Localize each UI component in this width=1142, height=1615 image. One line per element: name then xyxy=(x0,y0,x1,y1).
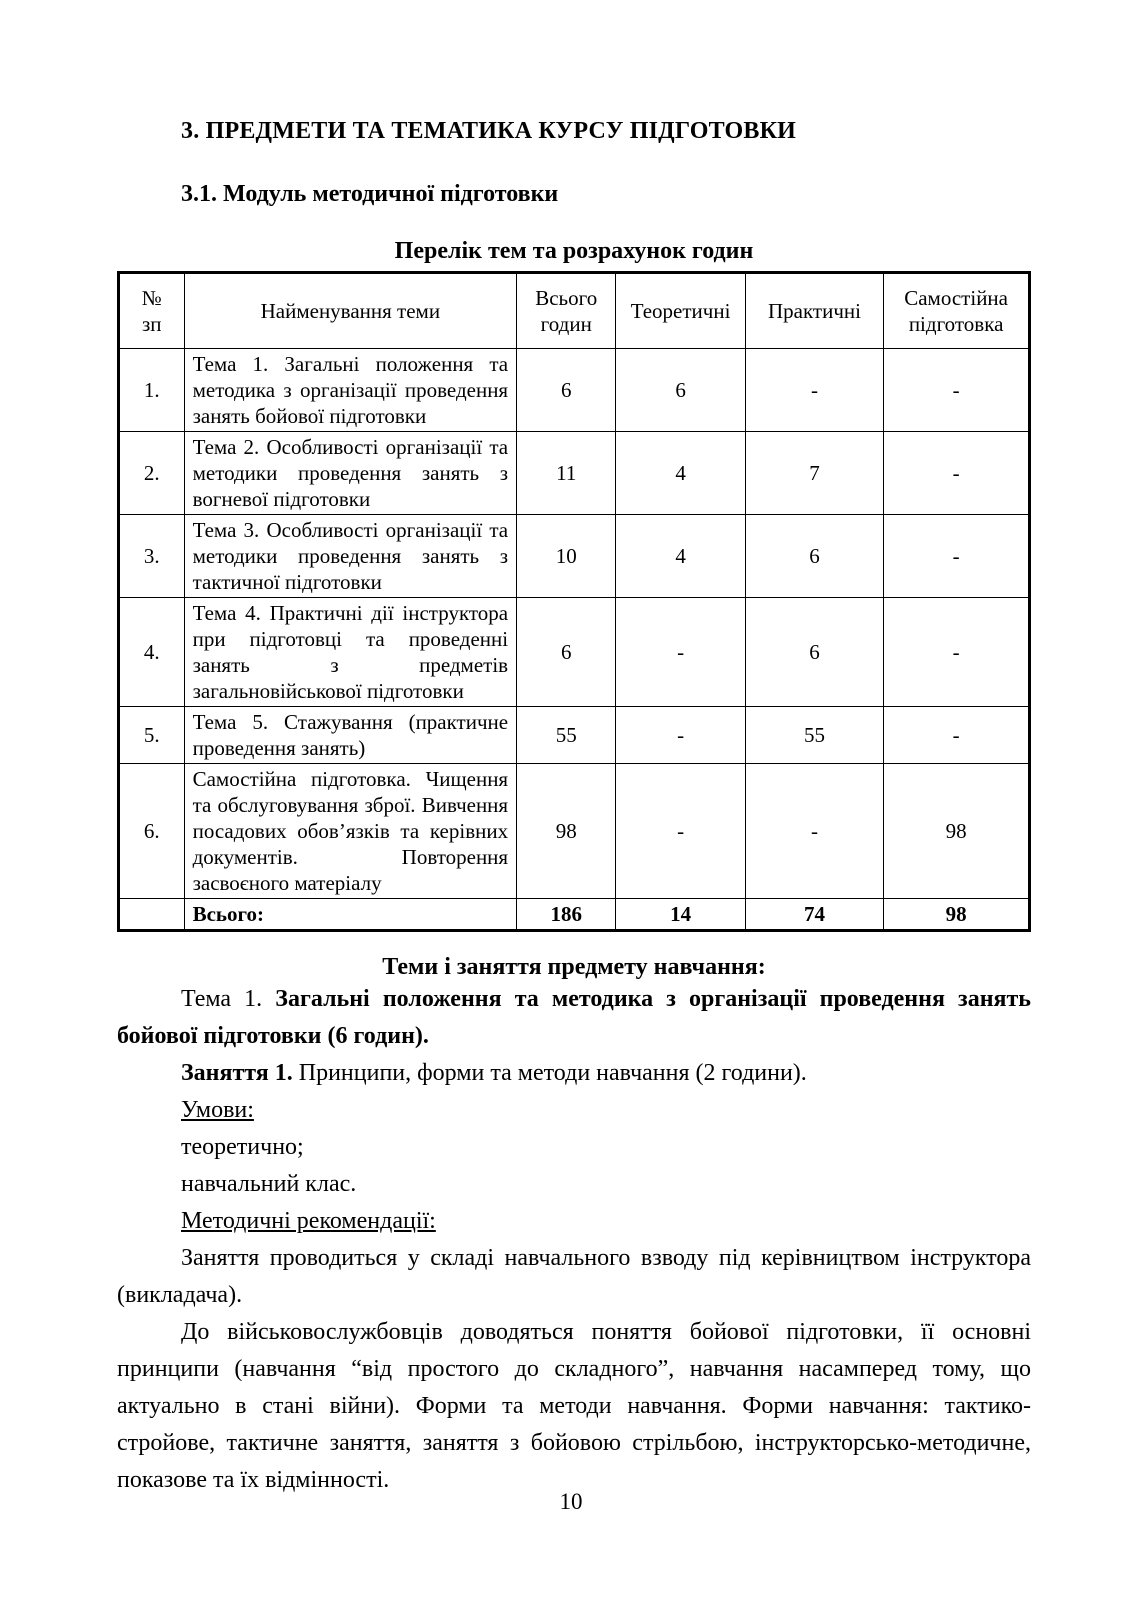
row-self-study: - xyxy=(884,349,1030,432)
table-row xyxy=(119,515,1030,598)
row-practice: 6 xyxy=(745,515,883,598)
row-num: 2. xyxy=(119,432,185,515)
row-self-study: - xyxy=(884,515,1030,598)
tema1-prefix: Тема 1. xyxy=(181,986,276,1012)
row-practice: - xyxy=(745,349,883,432)
row-topic: Тема 3. Особливості організації та методики проведення занять з тактичної підготовки xyxy=(184,515,517,598)
row-total: 6 xyxy=(517,349,616,432)
header-num-line2: зп xyxy=(142,312,162,336)
header-self-study: Самостійна підготовка xyxy=(884,273,1030,349)
row-practice: 6 xyxy=(745,598,883,707)
row-total: 98 xyxy=(517,764,616,899)
row-self-study: - xyxy=(884,598,1030,707)
row-topic: Тема 2. Особливості організації та методики проведення занять з вогневої підготовки xyxy=(184,432,517,515)
table-total-row xyxy=(119,899,1030,931)
row-theory: - xyxy=(616,707,745,764)
chapter-heading: 3. ПРЕДМЕТИ ТА ТЕМАТИКА КУРСУ ПІДГОТОВКИ xyxy=(181,118,797,144)
table-header-row xyxy=(119,273,1030,349)
recommendation-paragraph-1: Заняття проводиться у складі навчального взводу під керівництвом інструктора (викладача). xyxy=(117,1245,1031,1308)
row-theory: 4 xyxy=(616,432,745,515)
lesson-label: Заняття 1. xyxy=(181,1060,293,1086)
conditions-label xyxy=(181,1092,1031,1129)
tema1-title: Загальні положення та методика з організації проведення занять бойової підготовки (6 годин). xyxy=(117,986,1031,1049)
page-number: 10 xyxy=(559,1489,583,1514)
total-theory: 14 xyxy=(616,899,745,931)
row-total: 11 xyxy=(517,432,616,515)
row-theory: 6 xyxy=(616,349,745,432)
row-theory: 4 xyxy=(616,515,745,598)
total-label: Всього: xyxy=(184,899,517,931)
header-num xyxy=(119,273,185,349)
table-row xyxy=(119,707,1030,764)
total-hours: 186 xyxy=(517,899,616,931)
row-total: 6 xyxy=(517,598,616,707)
row-num: 4. xyxy=(119,598,185,707)
condition-item: навчальний клас. xyxy=(181,1171,357,1197)
total-practice: 74 xyxy=(745,899,883,931)
row-num: 1. xyxy=(119,349,185,432)
recommendations-label xyxy=(181,1203,1031,1240)
module-heading: 3.1. Модуль методичної підготовки xyxy=(181,181,559,207)
row-num: 5. xyxy=(119,707,185,764)
row-topic: Самостійна підготовка. Чищення та обслуговування зброї. Вивчення посадових обов’язків та керівних документів. Повторення засвоєного матеріалу xyxy=(184,764,517,899)
conditions-label-text: Умови: xyxy=(181,1097,254,1123)
row-num: 3. xyxy=(119,515,185,598)
row-total: 55 xyxy=(517,707,616,764)
table-row xyxy=(119,764,1030,899)
row-topic: Тема 1. Загальні положення та методика з організації проведення занять бойової підготовки xyxy=(184,349,517,432)
row-practice: - xyxy=(745,764,883,899)
row-self-study: - xyxy=(884,432,1030,515)
table-row xyxy=(119,349,1030,432)
header-topic: Найменування теми xyxy=(184,273,517,349)
section-heading: Теми і заняття предмету навчання: xyxy=(382,954,766,980)
recommendations-label-text: Методичні рекомендації: xyxy=(181,1208,436,1234)
table-row xyxy=(119,432,1030,515)
condition-item: теоретично; xyxy=(181,1134,304,1160)
table-row xyxy=(119,598,1030,707)
recommendation-paragraph-2: До військовослужбовців доводяться поняття бойової підготовки, її основні принципи (навчання “від простого до складного”, навчання насамперед тому, що актуально в стані війни). Форми та методи навчання. Форми навчання: тактико-стройове, тактичне заняття, заняття з бойовою стрільбою, інструкторсько-методичне, показове та їх відмінності. xyxy=(117,1319,1031,1493)
header-total: Всього годин xyxy=(517,273,616,349)
lesson-text: Принципи, форми та методи навчання (2 години). xyxy=(292,1060,807,1086)
lesson-paragraph xyxy=(117,1055,1031,1092)
row-practice: 7 xyxy=(745,432,883,515)
row-theory: - xyxy=(616,764,745,899)
row-practice: 55 xyxy=(745,707,883,764)
tema1-paragraph xyxy=(117,981,1031,1055)
table-title: Перелік тем та розрахунок годин xyxy=(394,238,754,264)
row-topic: Тема 5. Стажування (практичне проведення занять) xyxy=(184,707,517,764)
row-self-study: 98 xyxy=(884,764,1030,899)
header-num-line1: № xyxy=(141,286,162,310)
row-self-study: - xyxy=(884,707,1030,764)
header-theory: Теоретичні xyxy=(616,273,745,349)
row-total: 10 xyxy=(517,515,616,598)
total-empty-cell xyxy=(119,899,185,931)
row-topic: Тема 4. Практичні дії інструктора при підготовці та проведенні занять з предметів загальновійськової підготовки xyxy=(184,598,517,707)
row-num: 6. xyxy=(119,764,185,899)
hours-table xyxy=(117,271,1031,932)
header-practice: Практичні xyxy=(745,273,883,349)
total-self-study: 98 xyxy=(884,899,1030,931)
row-theory: - xyxy=(616,598,745,707)
